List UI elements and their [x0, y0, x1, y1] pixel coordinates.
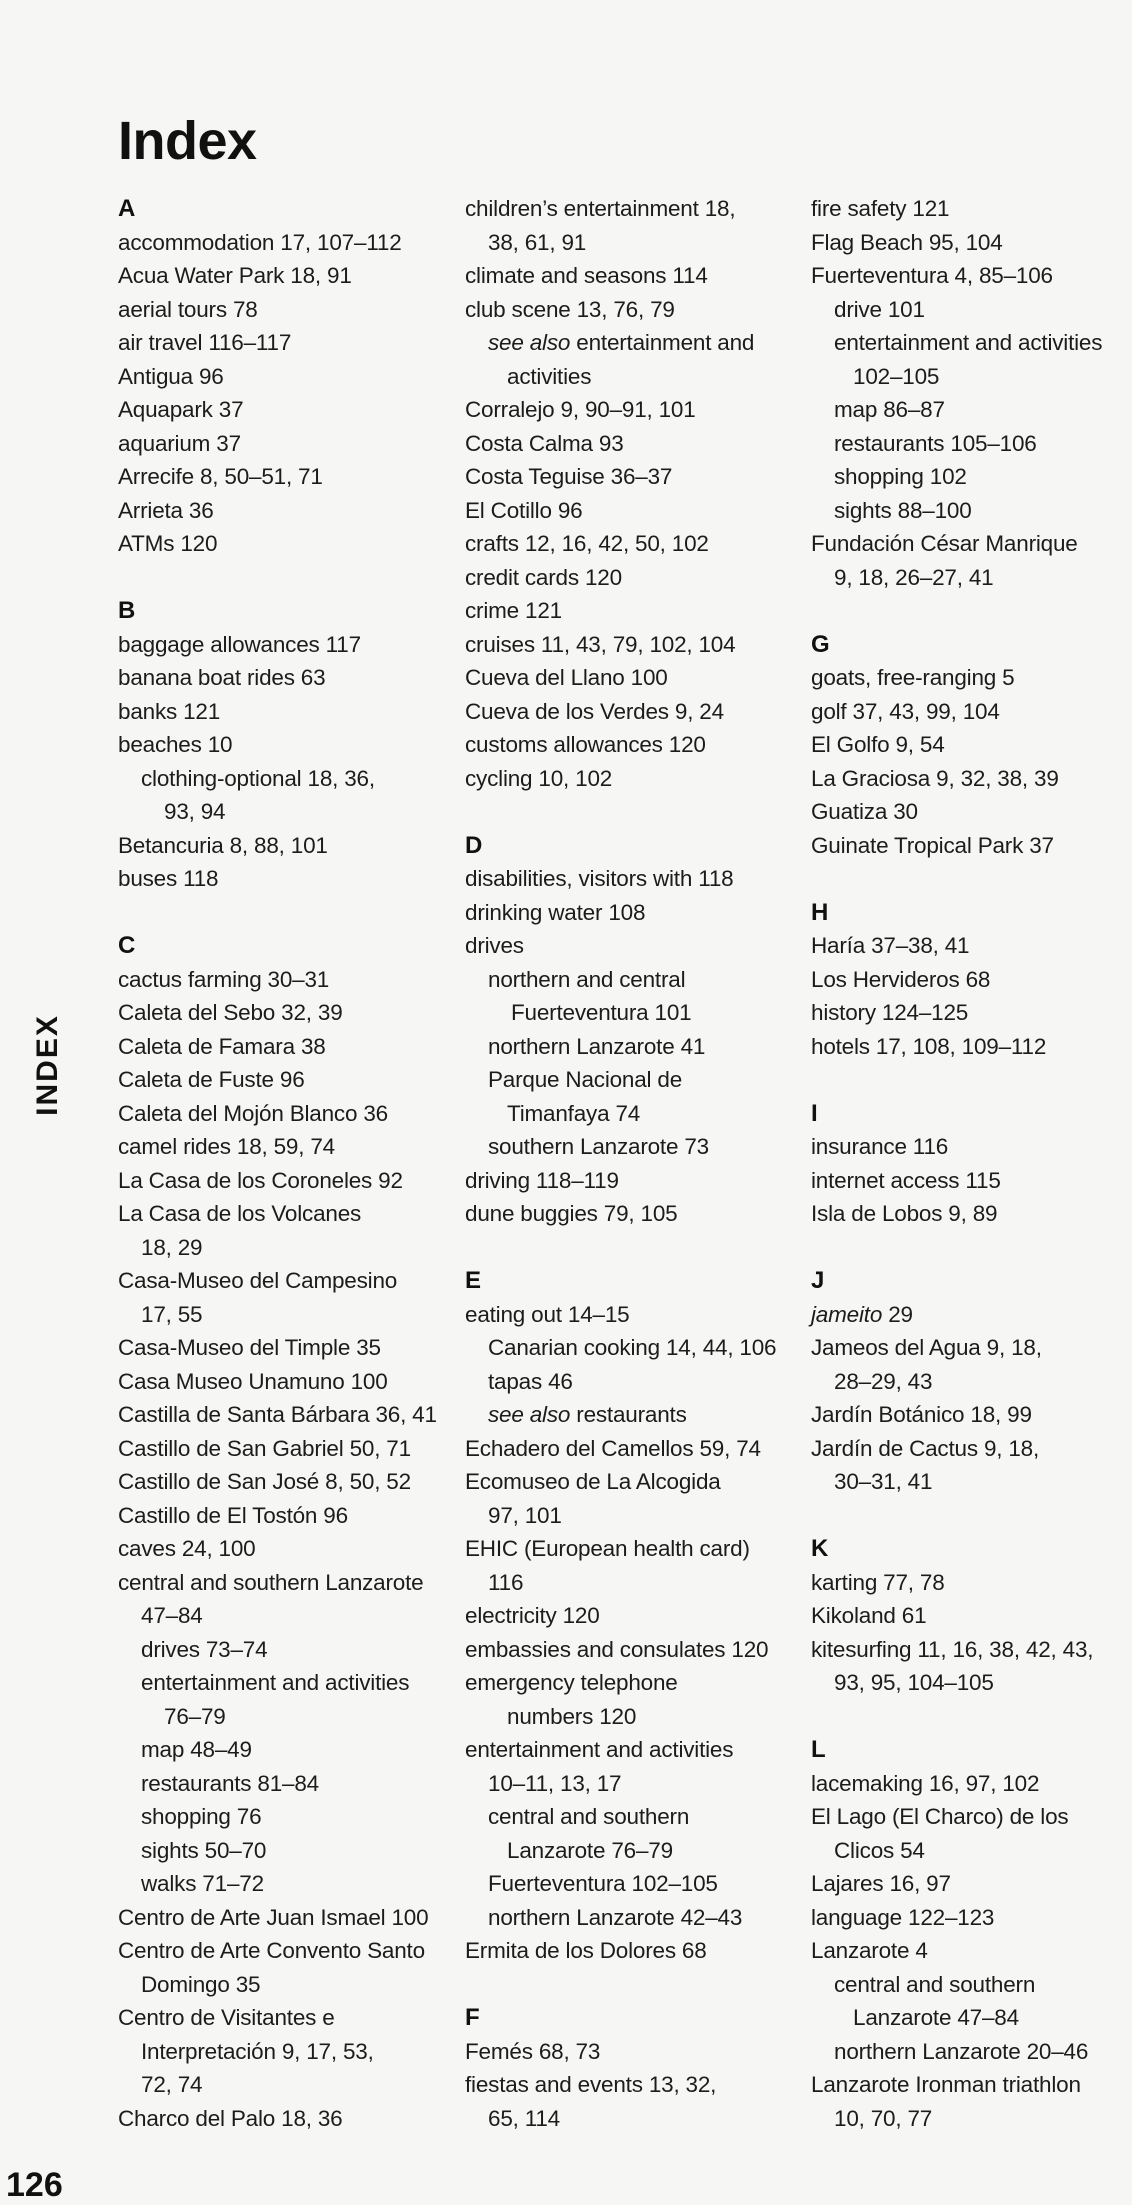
- side-tab: [26, 1010, 70, 1120]
- index-entry: lacemaking 16, 97, 102: [811, 1770, 1040, 1796]
- index-entry: cruises 11, 43, 79, 102, 104: [465, 631, 736, 657]
- index-entry: Arrecife 8, 50–51, 71: [118, 464, 323, 489]
- index-entry: Charco del Palo 18, 36: [118, 2105, 343, 2131]
- index-subentry: Parque Nacional de: [488, 1067, 683, 1092]
- index-entry: El Golfo 9, 54: [811, 732, 945, 757]
- index-entry: history 124–125: [811, 1000, 969, 1025]
- index-entry: fire safety 121: [811, 196, 950, 221]
- index-entry: La Casa de los Coroneles 92: [118, 1167, 403, 1193]
- index-entry: Centro de Arte Convento Santo: [118, 1938, 425, 1963]
- index-entry: Castilla de Santa Bárbara 36, 41: [118, 1402, 437, 1427]
- index-entry: crafts 12, 16, 42, 50, 102: [465, 531, 709, 556]
- index-entry: golf 37, 43, 99, 104: [811, 698, 1000, 724]
- index-subentry: map 86–87: [834, 397, 945, 422]
- index-subentry: restaurants 105–106: [834, 430, 1037, 456]
- index-entry: Centro de Arte Juan Ismael 100: [118, 1904, 429, 1930]
- index-entry-continuation: numbers 120: [507, 1703, 637, 1729]
- index-entry: dune buggies 79, 105: [465, 1201, 678, 1226]
- index-entry: Jardín Botánico 18, 99: [811, 1402, 1032, 1427]
- index-entry: language 122–123: [811, 1904, 995, 1930]
- index-entry-continuation: 93, 95, 104–105: [834, 1670, 994, 1695]
- letter-heading: H: [811, 898, 829, 926]
- index-entry: Centro de Visitantes e: [118, 2005, 335, 2030]
- index-entry: cycling 10, 102: [465, 765, 613, 791]
- index-entry: entertainment and activities: [465, 1737, 734, 1762]
- index-column-3: [811, 192, 1129, 2135]
- index-entry: accommodation 17, 107–112: [118, 229, 402, 255]
- letter-heading: J: [811, 1267, 825, 1294]
- index-entry: credit cards 120: [465, 564, 622, 590]
- index-entry: hotels 17, 108, 109–112: [811, 1033, 1047, 1059]
- index-entry: La Casa de los Volcanes: [118, 1201, 362, 1226]
- index-entry-continuation: Timanfaya 74: [507, 1100, 641, 1126]
- index-entry: Kikoland 61: [811, 1603, 927, 1628]
- index-entry: internet access 115: [811, 1167, 1001, 1193]
- index-entry-continuation: 97, 101: [488, 1502, 562, 1528]
- index-entry: El Cotillo 96: [465, 497, 583, 523]
- index-entry: climate and seasons 114: [465, 263, 708, 288]
- index-entry: disabilities, visitors with 118: [465, 866, 734, 891]
- index-entry: central and southern Lanzarote: [118, 1569, 424, 1595]
- index-entry: ATMs 120: [118, 531, 218, 556]
- index-entry: aquarium 37: [118, 430, 241, 456]
- index-pages: 29: [882, 1301, 913, 1327]
- index-entry: Caleta de Famara 38: [118, 1033, 326, 1059]
- index-entry: Costa Calma 93: [465, 430, 624, 456]
- index-entry: Echadero del Camellos 59, 74: [465, 1435, 761, 1461]
- index-subentry: northern Lanzarote 41: [488, 1033, 706, 1059]
- see-also-target: entertainment and: [570, 330, 755, 355]
- index-subentry: drives 73–74: [141, 1636, 268, 1662]
- index-subentry: clothing-optional 18, 36,: [141, 765, 375, 791]
- index-entry: Castillo de El Tostón 96: [118, 1502, 348, 1528]
- index-entry-continuation: 30–31, 41: [834, 1469, 933, 1494]
- index-subentry: entertainment and activities: [141, 1670, 410, 1695]
- index-subentry: restaurants 81–84: [141, 1770, 319, 1796]
- index-entry: Cueva de los Verdes 9, 24: [465, 698, 724, 724]
- index-entry: EHIC (European health card): [465, 1536, 750, 1561]
- index-entry: Flag Beach 95, 104: [811, 229, 1003, 255]
- index-entry: camel rides 18, 59, 74: [118, 1134, 335, 1159]
- index-entry: Isla de Lobos 9, 89: [811, 1201, 998, 1226]
- index-entry: Jardín de Cactus 9, 18,: [811, 1435, 1040, 1461]
- index-entry: insurance 116: [811, 1134, 949, 1159]
- index-entry-continuation: Interpretación 9, 17, 53,: [141, 2038, 374, 2064]
- letter-heading: B: [118, 597, 136, 624]
- index-entry: Haría 37–38, 41: [811, 933, 970, 958]
- index-column-2: [465, 192, 795, 2135]
- index-entry: Acua Water Park 18, 91: [118, 263, 352, 288]
- index-entry: Casa-Museo del Timple 35: [118, 1335, 381, 1360]
- index-entry: fiestas and events 13, 32,: [465, 2072, 717, 2097]
- index-entry: Arrieta 36: [118, 497, 214, 523]
- letter-heading: K: [811, 1535, 829, 1562]
- index-entry: Castillo de San Gabriel 50, 71: [118, 1435, 411, 1461]
- index-entry: crime 121: [465, 598, 562, 623]
- letter-heading: A: [118, 195, 136, 222]
- index-entry-continuation: 10–11, 13, 17: [488, 1770, 622, 1796]
- index-entry: children’s entertainment 18,: [465, 196, 736, 221]
- index-entry: karting 77, 78: [811, 1569, 945, 1595]
- index-subentry: sights 88–100: [834, 497, 972, 523]
- index-entry: Caleta de Fuste 96: [118, 1067, 305, 1092]
- index-subentry: drive 101: [834, 296, 925, 322]
- index-subentry: central and southern: [488, 1804, 690, 1829]
- index-subentry: central and southern: [834, 1971, 1036, 1997]
- index-column-1: [118, 192, 438, 2135]
- index-entry-continuation: 102–105: [853, 363, 940, 389]
- index-entry: driving 118–119: [465, 1167, 619, 1193]
- index-entry-continuation: 76–79: [164, 1703, 226, 1729]
- index-subentry: Canarian cooking 14, 44, 106: [488, 1335, 777, 1360]
- index-subentry: southern Lanzarote 73: [488, 1134, 709, 1159]
- letter-heading: I: [811, 1099, 818, 1127]
- index-subentry: entertainment and activities: [834, 330, 1103, 355]
- index-entry: buses 118: [118, 866, 219, 891]
- letter-heading: F: [465, 2004, 480, 2031]
- index-subentry: northern Lanzarote 42–43: [488, 1904, 743, 1930]
- index-entry: Guinate Tropical Park 37: [811, 832, 1054, 858]
- index-entry: Castillo de San José 8, 50, 52: [118, 1469, 411, 1494]
- index-entry-continuation: 65, 114: [488, 2105, 560, 2131]
- index-entry: aerial tours 78: [118, 296, 258, 322]
- index-entry: Ermita de los Dolores 68: [465, 1938, 707, 1963]
- index-entry: Ecomuseo de La Alcogida: [465, 1469, 721, 1494]
- index-entry-continuation: activities: [507, 363, 592, 389]
- index-entry: goats, free-ranging 5: [811, 665, 1015, 690]
- index-entry-continuation: 72, 74: [141, 2072, 203, 2097]
- index-entry-continuation: 93, 94: [164, 799, 226, 824]
- side-tab-label: INDEX: [31, 1014, 64, 1116]
- index-entry-continuation: 28–29, 43: [834, 1368, 933, 1394]
- index-entry-continuation: 17, 55: [141, 1301, 203, 1327]
- index-entry: Femés 68, 73: [465, 2038, 601, 2064]
- index-entry: caves 24, 100: [118, 1536, 256, 1561]
- index-subentry: shopping 102: [834, 464, 967, 489]
- index-subentry: walks 71–72: [141, 1871, 264, 1896]
- index-entry: Aquapark 37: [118, 397, 244, 422]
- index-subentry: shopping 76: [141, 1804, 262, 1829]
- index-entry: Caleta del Sebo 32, 39: [118, 1000, 343, 1025]
- index-entry: Guatiza 30: [811, 799, 918, 824]
- index-entry: drives: [465, 933, 524, 958]
- index-entry: [811, 1298, 1129, 1332]
- index-entry: Fuerteventura 4, 85–106: [811, 263, 1053, 288]
- index-entry: El Lago (El Charco) de los: [811, 1804, 1069, 1829]
- index-entry: Caleta del Mojón Blanco 36: [118, 1100, 388, 1126]
- page-number: 126: [6, 2166, 63, 2204]
- index-entry: La Graciosa 9, 32, 38, 39: [811, 765, 1059, 791]
- index-entry-continuation: 38, 61, 91: [488, 229, 587, 255]
- index-entry-continuation: Domingo 35: [141, 1971, 261, 1997]
- letter-heading: D: [465, 831, 483, 859]
- index-entry: Corralejo 9, 90–91, 101: [465, 397, 696, 422]
- index-entry-continuation: 47–84: [141, 1603, 203, 1628]
- index-entry: Costa Teguise 36–37: [465, 464, 673, 489]
- index-subentry: [465, 326, 795, 360]
- index-entry: club scene 13, 76, 79: [465, 296, 675, 322]
- see-also-label: see also: [488, 1402, 571, 1427]
- index-entry: Fundación César Manrique: [811, 531, 1078, 556]
- index-entry: Casa-Museo del Campesino: [118, 1268, 398, 1293]
- index-entry: electricity 120: [465, 1603, 600, 1628]
- index-entry: emergency telephone: [465, 1670, 678, 1695]
- letter-heading: G: [811, 630, 830, 658]
- index-entry: banana boat rides 63: [118, 665, 326, 690]
- index-entry: Lanzarote 4: [811, 1938, 928, 1963]
- index-entry-continuation: Clicos 54: [834, 1837, 925, 1863]
- index-entry: Lanzarote Ironman triathlon: [811, 2072, 1081, 2097]
- index-entry-continuation: 9, 18, 26–27, 41: [834, 564, 994, 590]
- letter-heading: E: [465, 1267, 482, 1294]
- index-term-italic: jameito: [811, 1301, 883, 1327]
- index-entry-continuation: Lanzarote 47–84: [853, 2005, 1019, 2030]
- index-entry: kitesurfing 11, 16, 38, 42, 43,: [811, 1636, 1094, 1662]
- index-entry: Antigua 96: [118, 363, 224, 389]
- index-subentry: tapas 46: [488, 1368, 573, 1394]
- index-subentry: northern Lanzarote 20–46: [834, 2038, 1089, 2064]
- index-entry: Betancuria 8, 88, 101: [118, 832, 328, 858]
- index-subentry: map 48–49: [141, 1737, 252, 1762]
- index-entry-continuation: Lanzarote 76–79: [507, 1837, 673, 1863]
- see-also-label: see also: [488, 330, 571, 355]
- letter-heading: L: [811, 1736, 826, 1763]
- index-entry-continuation: 116: [488, 1569, 524, 1595]
- index-entry: drinking water 108: [465, 899, 646, 925]
- index-entry: beaches 10: [118, 732, 233, 757]
- page-title: Index: [118, 111, 257, 171]
- index-subentry: Fuerteventura 102–105: [488, 1871, 718, 1896]
- see-also-target: restaurants: [570, 1402, 687, 1427]
- index-entry: Cueva del Llano 100: [465, 665, 668, 690]
- index-entry: Casa Museo Unamuno 100: [118, 1368, 388, 1394]
- index-subentry: sights 50–70: [141, 1837, 267, 1863]
- index-entry: banks 121: [118, 698, 221, 724]
- letter-heading: C: [118, 932, 136, 959]
- index-entry: embassies and consulates 120: [465, 1636, 769, 1662]
- index-subentry: northern and central: [488, 966, 686, 992]
- index-entry-continuation: Fuerteventura 101: [511, 1000, 692, 1025]
- index-entry: eating out 14–15: [465, 1301, 630, 1327]
- index-entry: air travel 116–117: [118, 330, 292, 355]
- index-entry-continuation: 18, 29: [141, 1234, 203, 1260]
- index-entry: customs allowances 120: [465, 732, 706, 757]
- index-entry: cactus farming 30–31: [118, 966, 330, 992]
- index-entry: Los Hervideros 68: [811, 966, 991, 992]
- index-subentry: [465, 1398, 795, 1432]
- index-entry: baggage allowances 117: [118, 631, 361, 657]
- index-entry-continuation: 10, 70, 77: [834, 2105, 933, 2131]
- index-entry: Lajares 16, 97: [811, 1871, 951, 1896]
- index-entry: Jameos del Agua 9, 18,: [811, 1335, 1042, 1360]
